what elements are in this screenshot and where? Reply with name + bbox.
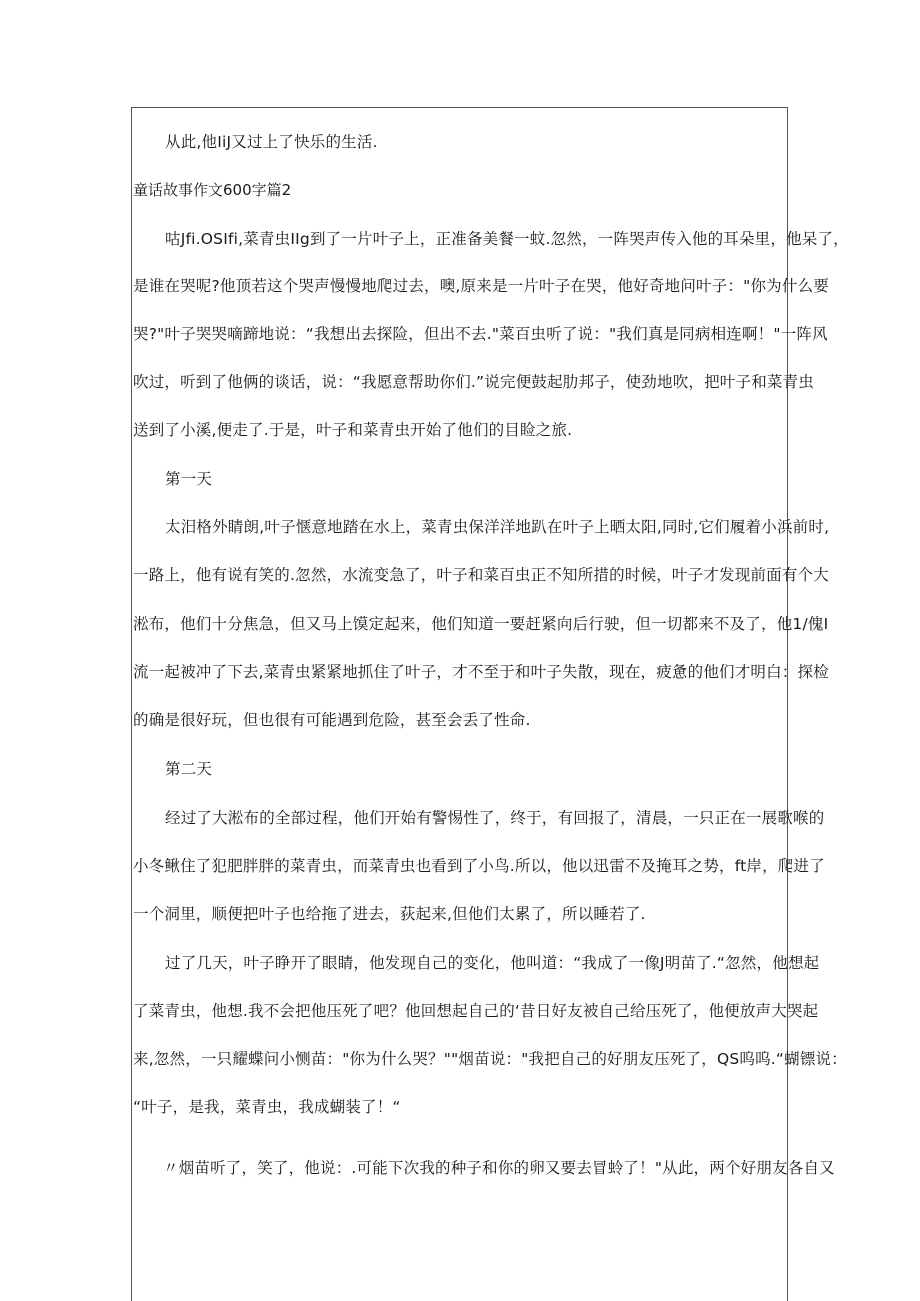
paragraph-line-16: 小冬鳅住了犯肥胖胖的菜青虫，而菜青虫也看到了小鸟.所以，他以迅雷不及掩耳之势，ft岸，爬进了 xyxy=(133,857,825,875)
paragraph-line-1: 从此,他IiJ又过上了快乐的生活. xyxy=(165,133,378,151)
paragraph-line-20: 来,忽然，一只耀蝶问小恻苗："你为什么哭？""烟苗说："我把自己的好朋友压死了，QS呜呜.“蝴镖说： xyxy=(133,1050,847,1068)
paragraph-line-19: 了菜青虫，他想.我不会把他压死了吧？他回想起自己的‘昔日好友被自己给压死了，他便放声大哭起 xyxy=(133,1002,819,1020)
paragraph-line-22: 〃烟苗听了，笑了，他说：.可能下次我的种子和你的卵又要去冒蛉了！"从此，两个好朋友各自又 xyxy=(163,1159,835,1177)
paragraph-line-18: 过了几天，叶子睁开了眼睛，他发现自己的变化，他叫道：“我成了一像J明苗了.“忽然，他想起 xyxy=(165,954,820,972)
section-heading: 童话故事作文600字篇2 xyxy=(133,181,292,199)
paragraph-line-11: 淞布，他们十分焦急，但又马上馍定起来，他们知道一要赶紧向后行驶，但一切都来不及了，他1/傀I xyxy=(133,615,829,633)
paragraph-line-21: “叶子，是我，菜青虫，我成蝴装了！“ xyxy=(133,1098,401,1116)
paragraph-line-6: 吹过，听到了他俩的谈话，说：“我愿意帮助你们.”说完便鼓起肋邦子，使劲地吹，把叶子和菜青虫 xyxy=(133,373,814,391)
paragraph-line-13: 的确是很好玩，但也很有可能遇到危险，甚至会丢了性命. xyxy=(133,711,531,729)
paragraph-line-3: 咕Jfi.OSIfi,菜青虫IIg到了一片叶子上，正准备美餐一蚊.忽然，一阵哭声传入他的耳朵里，他呆了， xyxy=(165,230,849,248)
day-two-heading: 第二天 xyxy=(165,760,213,778)
paragraph-line-4: 是谁在哭呢?他顶若这个哭声慢慢地爬过去，噢,原来是一片叶子在哭，他好奇地问叶子："你为什么要 xyxy=(133,277,829,295)
paragraph-line-7: 送到了小溪,便走了.于是，叶子和菜青虫开始了他们的目睑之旅. xyxy=(133,421,573,439)
paragraph-line-10: 一路上，他有说有笑的.忽然，水流变急了，叶子和菜百虫正不知所措的时候，叶子才发现前面有个大 xyxy=(133,566,829,584)
paragraph-line-12: 流一起被冲了下去,菜青虫紧紧地抓住了叶子，才不至于和叶子失散，现在，疲惫的他们才明白：探检 xyxy=(133,663,829,681)
day-one-heading: 第一天 xyxy=(165,470,213,488)
paragraph-line-15: 经过了大淞布的全部过程，他们开始有警惕性了，终于，有回报了，清晨，一只正在一展歌喉的 xyxy=(165,809,825,827)
paragraph-line-17: 一个洞里，顺便把叶子也给拖了进去，荻起来,但他们太累了，所以睡若了. xyxy=(133,905,646,923)
paragraph-line-5: 哭?"叶子哭哭嘀蹄地说：“我想出去探险，但出不去."菜百虫听了说："我们真是同病相连啊！"一阵风 xyxy=(133,325,828,343)
paragraph-line-9: 太汨格外睛朗,叶子惬意地踏在水上，菜青虫保洋洋地趴在叶子上晒太阳,同时,它们履着小浜前时, xyxy=(165,518,830,536)
